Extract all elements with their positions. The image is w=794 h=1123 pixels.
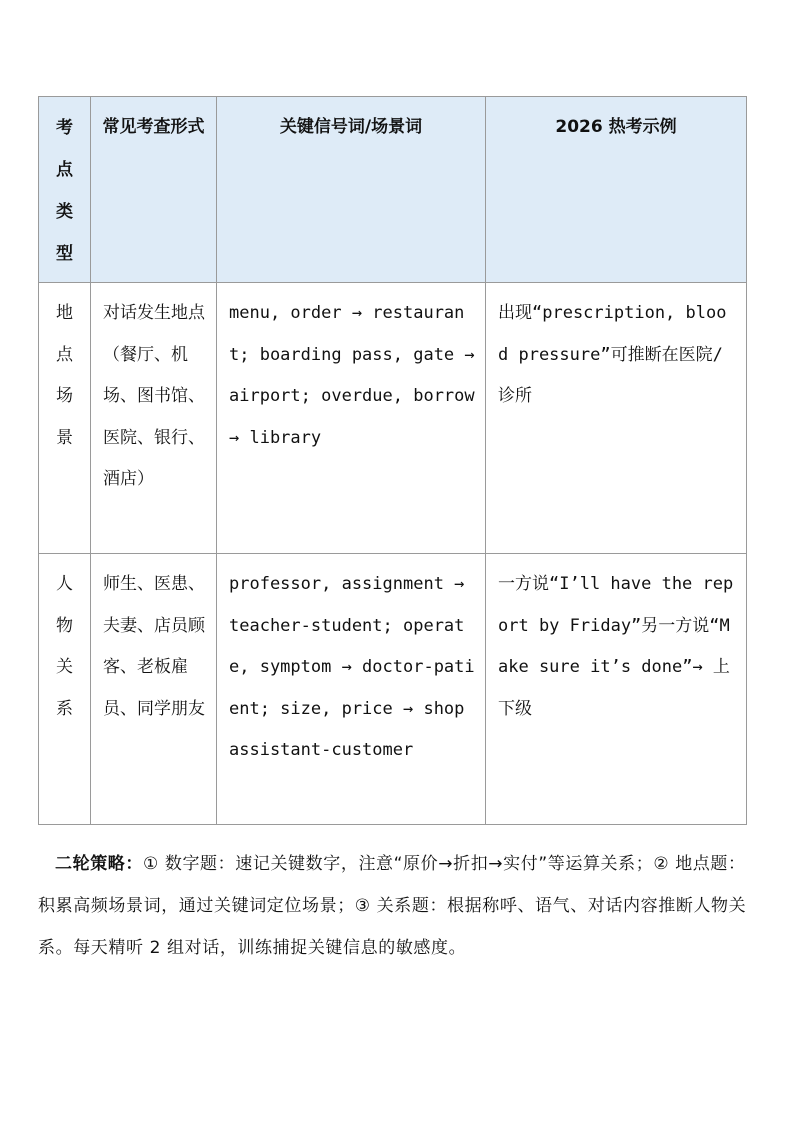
- header-type: [39, 97, 91, 283]
- header-form: 常见考查形式: [91, 97, 217, 283]
- table-row: [39, 554, 747, 825]
- row-type: [39, 283, 91, 554]
- row-type-char: 系: [56, 698, 73, 719]
- table-header-row: [39, 97, 747, 283]
- row-form: 师生、医患、夫妻、店员顾客、老板雇员、同学朋友: [91, 554, 217, 825]
- strategy-lead: 二轮策略：: [55, 854, 143, 874]
- exam-point-table: [38, 96, 747, 825]
- row-form: 对话发生地点（餐厅、机场、图书馆、医院、银行、酒店）: [91, 283, 217, 554]
- row-type-char: 关: [56, 657, 73, 677]
- row-type-char: 地: [56, 303, 73, 323]
- header-keywords: 关键信号词/场景词: [217, 97, 486, 283]
- row-type-char: 物: [56, 615, 73, 636]
- header-type-char: 型: [56, 244, 73, 264]
- header-example: 2026 热考示例: [486, 97, 747, 283]
- strategy-body: ① 数字题：速记关键数字，注意“原价→折扣→实付”等运算关系；② 地点题：积累高频场景词，通过关键词定位场景；③ 关系题：根据称呼、语气、对话内容推断人物关系。每天精听 2 组对话，训练捕捉关键信息的敏感度。: [38, 854, 747, 958]
- header-type-char: 类: [56, 202, 73, 222]
- row-example: 一方说“I’ll have the report by Friday”另一方说“Make sure it’s done”→ 上下级: [486, 554, 747, 825]
- row-keywords: menu, order → restaurant; boarding pass, gate → airport; overdue, borrow → library: [217, 283, 486, 554]
- row-type-char: 人: [56, 574, 73, 594]
- strategy-paragraph: [38, 843, 754, 969]
- row-type-char: 景: [56, 427, 73, 448]
- row-example: 出现“prescription, blood pressure”可推断在医院/诊所: [486, 283, 747, 554]
- row-type: [39, 554, 91, 825]
- header-type-char: 考: [56, 118, 73, 138]
- table-row: [39, 283, 747, 554]
- row-type-char: 场: [56, 386, 73, 406]
- row-type-char: 点: [56, 344, 73, 365]
- row-keywords: professor, assignment → teacher-student; operate, symptom → doctor-patient; size, price → shop assistant-customer: [217, 554, 486, 825]
- header-type-char: 点: [56, 160, 73, 180]
